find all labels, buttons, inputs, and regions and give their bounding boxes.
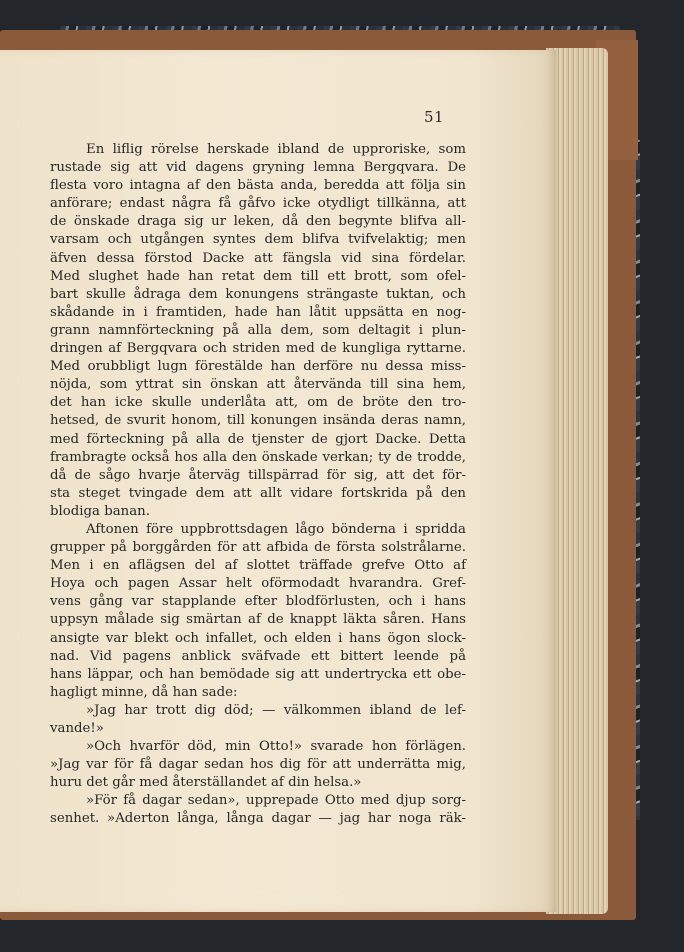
text-line: uppsyn målade sig smärtan af de knappt läkta såren. Hans (50, 612, 466, 628)
text-line: skådande in i framtiden, hade han låtit uppsätta en nog- (50, 304, 466, 320)
text-line: vens gång var stapplande efter blodförlusten, och i hans (50, 594, 466, 610)
text-line: senhet. »Aderton långa, långa dagar — jag har noga räk- (50, 811, 466, 827)
text-line: nöjda, som yttrat sin önskan att återvända till sina hem, (50, 377, 466, 393)
text-line: Hoya och pagen Assar helt oförmodadt hvarandra. Gref- (50, 576, 466, 592)
text-line: grann namnförteckning på alla dem, som deltagit i plun- (50, 322, 466, 338)
text-line: En liflig rörelse herskade ibland de upproriske, som (86, 142, 466, 157)
page-number: 51 (424, 108, 445, 126)
text-line: ansigte var blekt och infallet, och elden i hans ögon slock- (50, 630, 466, 646)
text-line: nad. Vid pagens anblick sväfvade ett bittert leende på (50, 648, 466, 664)
text-line: bart skulle ådraga dem konungens strängaste tuktan, och (50, 286, 466, 302)
text-line: med förteckning på alla de tjenster de gjort Dacke. Detta (50, 431, 466, 447)
text-line: sta steget tvingade dem att allt vidare fortskrida på den (50, 485, 466, 501)
text-line: Aftonen före uppbrottsdagen lågo bönderna i spridda (86, 521, 466, 537)
text-line: hetsed, de svurit honom, till konungen insända deras namn, (50, 413, 466, 429)
text-line: huru det går med återställandet af din helsa.» (50, 775, 362, 791)
text-line: vande!» (50, 721, 104, 736)
text-line: hagligt minne, då han sade: (50, 684, 238, 700)
text-line: frambragte också hos alla den önskade verkan; ty de trodde, (50, 449, 466, 465)
text-line: varsam och utgången syntes dem blifva tvifvelaktig; men (50, 232, 466, 248)
text-line: rustade sig att vid dagens gryning lemna Bergqvara. De (50, 160, 466, 176)
text-line: anförare; endast några få gåfvo icke otydligt tillkänna, att (50, 196, 466, 212)
text-line: »För få dagar sedan», upprepade Otto med djup sorg- (86, 793, 466, 809)
text-line: de önskade draga sig ur leken, då den begynte blifva all- (50, 214, 466, 230)
text-line: äfven dessa förstod Dacke att fängsla vid sina fördelar. (50, 250, 466, 266)
text-line: då de sågo hvarje återväg tillspärrad för sig, att det för- (50, 467, 466, 483)
text-line: »Och hvarför död, min Otto!» svarade hon förlägen. (86, 739, 466, 755)
text-line: det han icke skulle underlåta att, om de bröte den tro- (50, 395, 466, 411)
body-text (50, 141, 466, 829)
text-line: »Jag var för få dagar sedan hos dig för att underrätta mig, (50, 757, 466, 773)
text-line: Med slughet hade han retat dem till ett brott, som ofel- (50, 268, 466, 284)
text-line: dringen af Bergqvara och striden med de kungliga ryttarne. (50, 341, 466, 357)
text-line: Men i en aflägsen del af slottet träffade grefve Otto af (50, 558, 466, 574)
text-line: hans läppar, och han bemödade sig att undertrycka ett obe- (50, 666, 466, 682)
text-line: »Jag har trott dig död; — välkommen ibland de lef- (86, 702, 466, 718)
text-line: blodiga banan. (50, 503, 150, 519)
text-line: flesta voro intagna af den bästa anda, beredda att följa sin (50, 178, 466, 194)
text-line: Med orubbligt lugn förestälde han derföre nu dessa miss- (50, 359, 466, 375)
text-line: grupper på borggården för att afbida de första solstrålarne. (50, 540, 466, 556)
